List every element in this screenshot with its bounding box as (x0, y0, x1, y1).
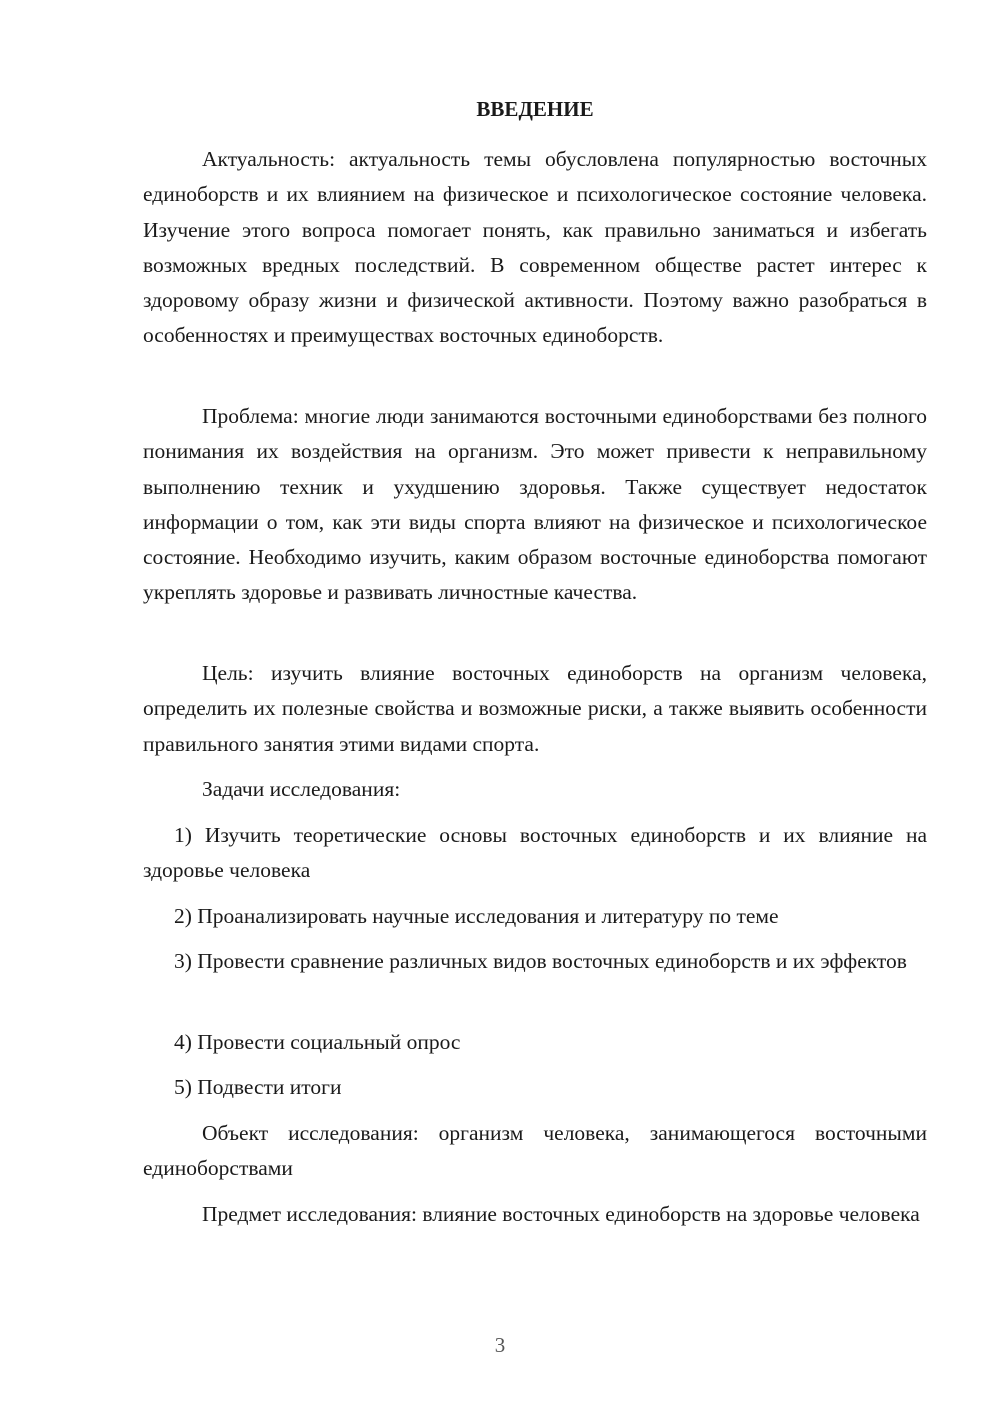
section-heading: ВВЕДЕНИЕ (476, 97, 594, 121)
list-item: 1) Изучить теоретические основы восточных единоборств и их влияние на здоровье человека (143, 823, 927, 883)
paragraph-subject: Предмет исследования: влияние восточных единоборств на здоровье человека (202, 1202, 920, 1226)
list-item: 5) Подвести итоги (174, 1075, 342, 1099)
list-item: 4) Провести социальный опрос (174, 1030, 461, 1054)
paragraph-object: Объект исследования: организм человека, занимающегося восточными единоборствами (143, 1121, 927, 1181)
paragraph-goal: Цель: изучить влияние восточных единоборств на организм человека, определить их полезные свойства и возможные риски, а также выявить особенности правильного занятия этими видами спорта. (143, 661, 927, 756)
list-item: 2) Проанализировать научные исследования и литературу по теме (174, 904, 779, 928)
list-item: 3) Провести сравнение различных видов восточных единоборств и их эффектов (174, 949, 907, 973)
paragraph-problem: Проблема: многие люди занимаются восточными единоборствами без полного понимания их воздействия на организм. Это может привести к неправильному выполнению техник и ухудшению здоровья. Также существует недостаток информации о том, как эти виды спорта влияют на физическое и психологическое состояние. Необходимо изучить, каким образом восточные единоборства помогают укреплять здоровье и развивать личностные качества. (143, 404, 927, 605)
paragraph-tasks-intro: Задачи исследования: (202, 777, 401, 801)
paragraph-relevance: Актуальность: актуальность темы обусловлена популярностью восточных единоборств и их влиянием на физическое и психологическое состояние человека. Изучение этого вопроса помогает понять, как правильно заниматься и избегать возможных вредных последствий. В современном обществе растет интерес к здоровому образу жизни и физической активности. Поэтому важно разобраться в особенностях и преимуществах восточных единоборств. (143, 147, 927, 348)
page-number: 3 (494, 1333, 506, 1357)
